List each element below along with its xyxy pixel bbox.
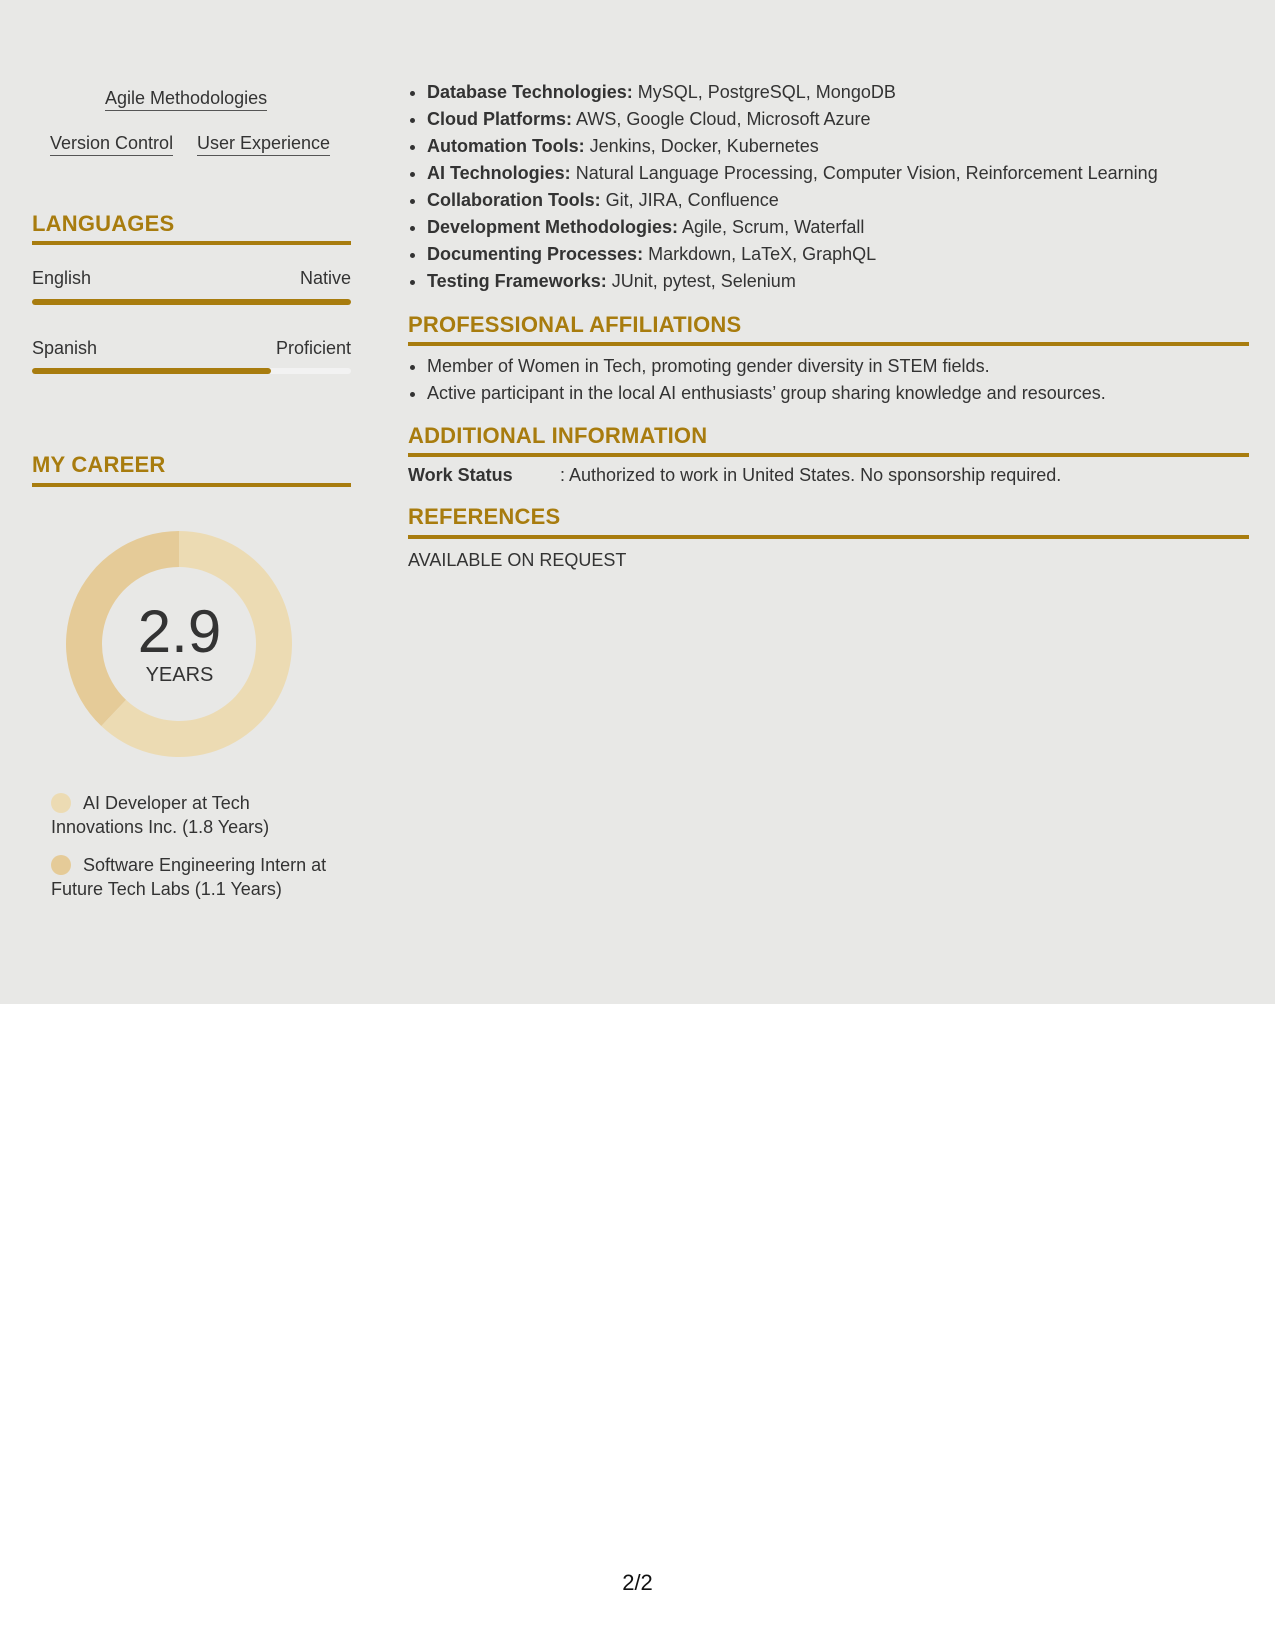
language-row-english (32, 268, 351, 289)
skill-list-item: • Documenting Processes: Markdown, LaTeX, GraphQL (427, 241, 1158, 268)
technical-skills-list (408, 79, 1158, 295)
career-legend-item (51, 791, 331, 839)
language-level: Proficient (275, 338, 351, 358)
career-legend-item (51, 853, 331, 901)
skill-tag-version-control: Version Control (50, 133, 173, 156)
work-status-label: Work Status (408, 465, 513, 485)
affiliation-item: • Member of Women in Tech, promoting gender diversity in STEM fields. (427, 353, 1106, 380)
career-legend-label: AI Developer at Tech Innovations Inc. (1.8 Years) (51, 793, 270, 837)
affiliations-rule (408, 342, 1249, 346)
skill-list-item: • Cloud Platforms: AWS, Google Cloud, Microsoft Azure (427, 106, 1158, 133)
career-total-unit: YEARS (145, 664, 214, 686)
skill-list-item: • Automation Tools: Jenkins, Docker, Kubernetes (427, 133, 1158, 160)
skill-list-item: • Development Methodologies: Agile, Scrum, Waterfall (427, 214, 1158, 241)
additional-info-rule (408, 453, 1249, 457)
references-title: REFERENCES (408, 504, 561, 529)
additional-info-title: ADDITIONAL INFORMATION (408, 423, 708, 448)
skill-tag-user-experience: User Experience (197, 133, 330, 156)
language-bar-spanish (32, 368, 351, 374)
language-bar-english (32, 299, 351, 305)
career-rule (32, 483, 351, 487)
language-bar-fill (32, 368, 271, 374)
languages-title: LANGUAGES (32, 211, 175, 236)
legend-dot-icon (51, 793, 71, 813)
language-name: English (32, 268, 92, 288)
skill-tag-agile: Agile Methodologies (105, 88, 267, 111)
affiliation-item: • Active participant in the local AI enthusiasts’ group sharing knowledge and resources. (427, 380, 1106, 407)
career-total-years: 2.9 (137, 598, 222, 665)
languages-rule (32, 241, 351, 245)
language-row-spanish (32, 338, 351, 359)
references-rule (408, 535, 1249, 539)
language-bar-fill (32, 299, 351, 305)
skill-list-item: • Database Technologies: MySQL, PostgreSQL, MongoDB (427, 79, 1158, 106)
language-level: Native (299, 268, 351, 288)
work-status-value: : Authorized to work in United States. No sponsorship required. (560, 465, 1062, 485)
affiliations-title: PROFESSIONAL AFFILIATIONS (408, 312, 742, 337)
language-name: Spanish (32, 338, 98, 358)
career-title: MY CAREER (32, 452, 166, 477)
references-text: AVAILABLE ON REQUEST (408, 550, 627, 570)
legend-dot-icon (51, 855, 71, 875)
skill-list-item: • Collaboration Tools: Git, JIRA, Confluence (427, 187, 1158, 214)
skill-list-item: • Testing Frameworks: JUnit, pytest, Selenium (427, 268, 1158, 295)
career-legend-label: Software Engineering Intern at Future Tech Labs (1.1 Years) (51, 855, 327, 899)
affiliations-list (408, 353, 1106, 407)
page-number: 2/2 (622, 1570, 653, 1595)
skill-list-item: • AI Technologies: Natural Language Processing, Computer Vision, Reinforcement Learning (427, 160, 1158, 187)
